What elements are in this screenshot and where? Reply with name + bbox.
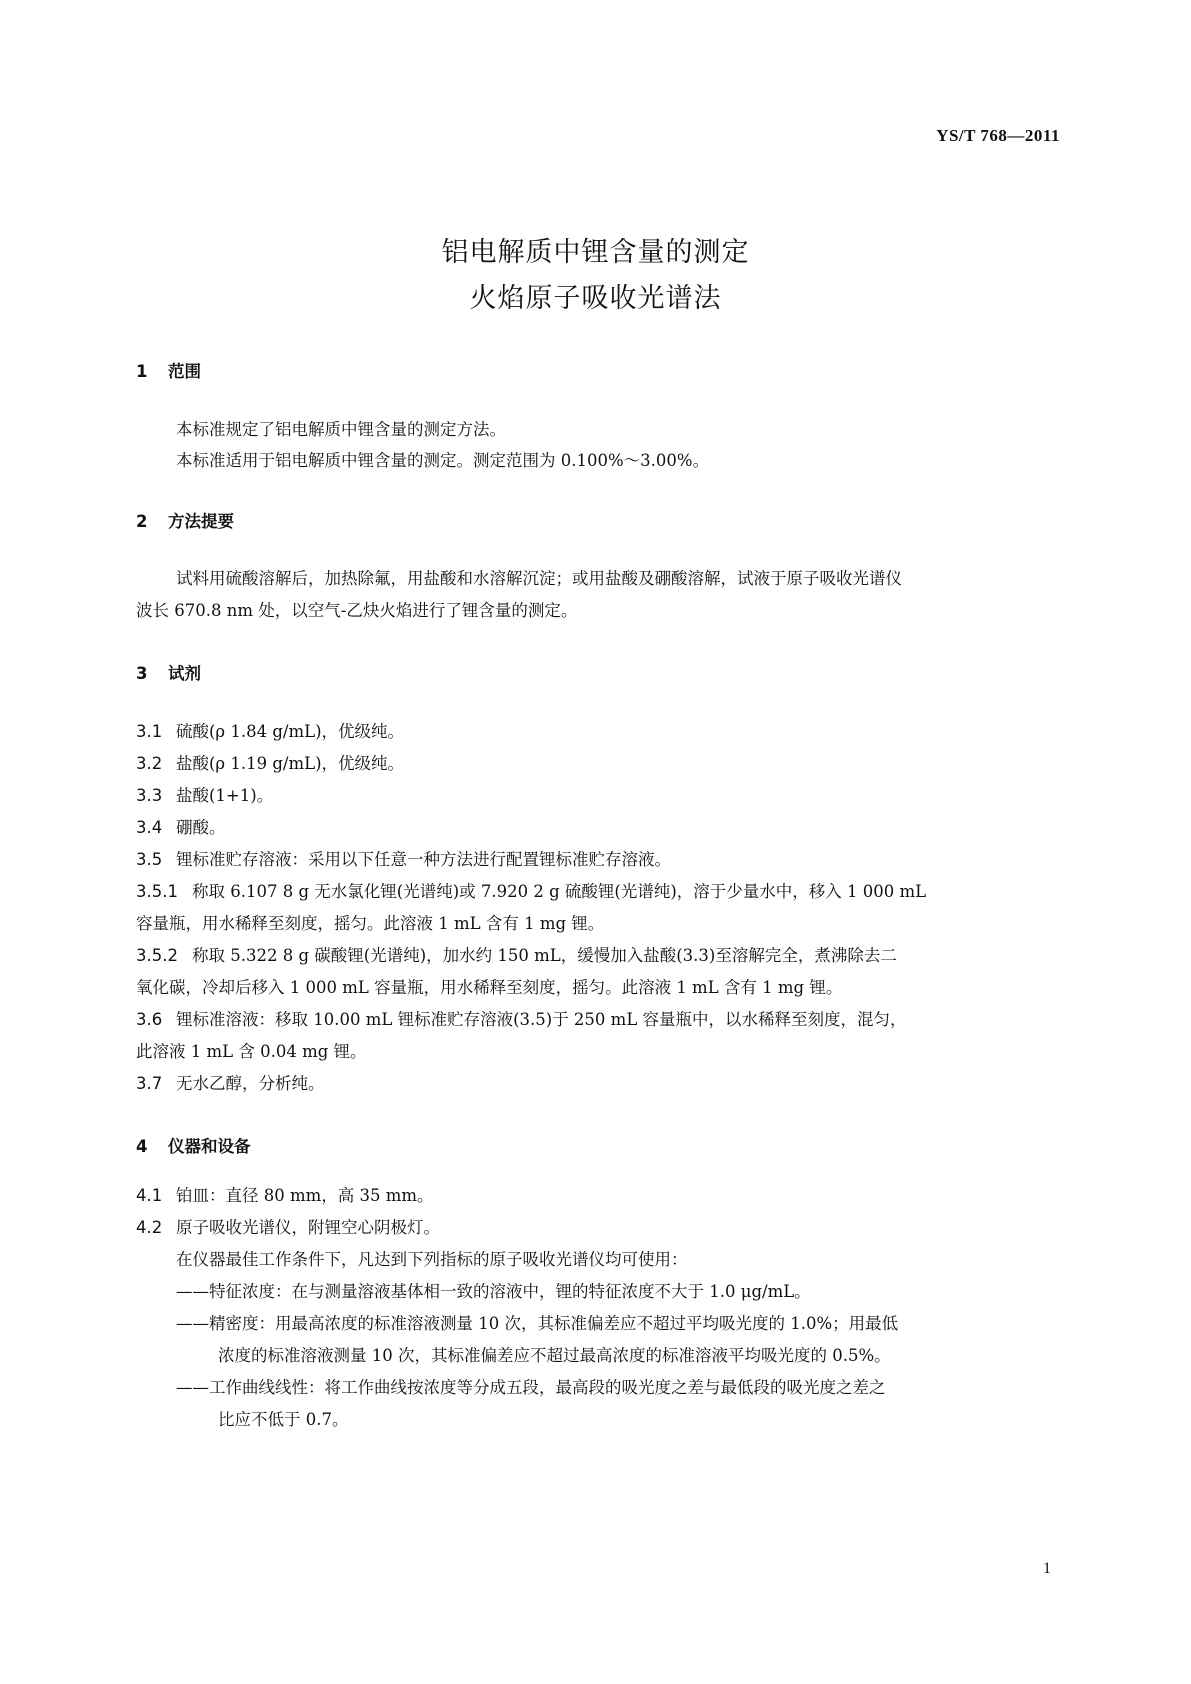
clause-number: 3.2 <box>136 754 163 773</box>
clause-text: 硫酸(ρ 1.84 g/mL)，优级纯。 <box>176 722 405 741</box>
section-4-heading <box>136 1133 251 1157</box>
list-item: ——精密度：用最高浓度的标准溶液测量 10 次，其标准偏差应不超过平均吸光度的 1.0%；用最低 <box>176 1314 899 1333</box>
clause-text: 锂标准溶液：移取 10.00 mL 锂标准贮存溶液(3.5)于 250 mL 容量瓶中，以水稀释至刻度，混匀， <box>176 1010 907 1029</box>
section-2-heading <box>136 508 234 532</box>
paragraph: 本标准规定了铝电解质中锂含量的测定方法。 <box>176 420 506 439</box>
clause-number: 4.2 <box>136 1218 163 1237</box>
clause-text: 原子吸收光谱仪，附锂空心阴极灯。 <box>176 1218 440 1237</box>
clause-number: 3.7 <box>136 1074 163 1093</box>
clause-3-2 <box>136 748 404 780</box>
list-item-continuation: 比应不低于 0.7。 <box>218 1410 349 1429</box>
clause-number: 3.5.2 <box>136 946 178 965</box>
clause-text: 称取 5.322 8 g 碳酸锂(光谱纯)，加水约 150 mL，缓慢加入盐酸(3.3)至溶解完全，煮沸除去二 <box>192 946 897 965</box>
clause-3-1 <box>136 716 404 748</box>
paragraph: 试料用硫酸溶解后，加热除氟，用盐酸和水溶解沉淀；或用盐酸及硼酸溶解，试液于原子吸收光谱仪 <box>176 569 902 588</box>
clause-number: 3.6 <box>136 1010 163 1029</box>
clause-number: 3.5.1 <box>136 882 178 901</box>
section-title: 范围 <box>168 362 201 381</box>
clause-text: 锂标准贮存溶液：采用以下任意一种方法进行配置锂标准贮存溶液。 <box>176 850 671 869</box>
clause-text: 称取 6.107 8 g 无水氯化锂(光谱纯)或 7.920 2 g 硫酸锂(光谱纯)，溶于少量水中，移入 1 000 mL <box>192 882 927 901</box>
clause-3-5-1 <box>136 876 926 908</box>
clause-3-5 <box>136 844 671 876</box>
clause-text: 硼酸。 <box>176 818 226 837</box>
clause-number: 3.5 <box>136 850 163 869</box>
paragraph: 本标准适用于铝电解质中锂含量的测定。测定范围为 0.100%～3.00%。 <box>176 451 710 470</box>
list-item: ——特征浓度：在与测量溶液基体相一致的溶液中，锂的特征浓度不大于 1.0 μg/mL。 <box>176 1282 811 1301</box>
clause-number: 3.3 <box>136 786 163 805</box>
clause-text: 铂皿：直径 80 mm，高 35 mm。 <box>176 1186 434 1205</box>
clause-text: 无水乙醇，分析纯。 <box>176 1074 325 1093</box>
clause-text: 盐酸(1+1)。 <box>176 786 274 805</box>
section-number: 3 <box>136 664 148 683</box>
clause-3-4 <box>136 812 226 844</box>
paragraph: 在仪器最佳工作条件下，凡达到下列指标的原子吸收光谱仪均可使用： <box>176 1250 688 1269</box>
section-title: 方法提要 <box>168 512 234 531</box>
page-number: 1 <box>1043 1560 1051 1577</box>
clause-4-2 <box>136 1212 440 1244</box>
section-title: 试剂 <box>168 664 201 683</box>
paragraph: 波长 670.8 nm 处，以空气-乙炔火焰进行了锂含量的测定。 <box>136 601 578 620</box>
clause-3-5-2 <box>136 940 897 972</box>
list-item-continuation: 浓度的标准溶液测量 10 次，其标准偏差应不超过最高浓度的标准溶液平均吸光度的 0.5%。 <box>218 1346 891 1365</box>
section-number: 2 <box>136 512 148 531</box>
clause-continuation: 此溶液 1 mL 含 0.04 mg 锂。 <box>136 1042 367 1061</box>
section-number: 1 <box>136 362 148 381</box>
clause-continuation: 氧化碳，冷却后移入 1 000 mL 容量瓶，用水稀释至刻度，摇匀。此溶液 1 mL 含有 1 mg 锂。 <box>136 978 843 997</box>
section-3-heading <box>136 660 201 684</box>
document-title: 铝电解质中锂含量的测定 <box>441 237 750 268</box>
clause-3-3 <box>136 780 273 812</box>
clause-continuation: 容量瓶，用水稀释至刻度，摇匀。此溶液 1 mL 含有 1 mg 锂。 <box>136 914 605 933</box>
clause-3-7 <box>136 1068 325 1100</box>
clause-number: 3.4 <box>136 818 163 837</box>
clause-text: 盐酸(ρ 1.19 g/mL)，优级纯。 <box>176 754 405 773</box>
section-1-heading <box>136 358 201 382</box>
clause-number: 4.1 <box>136 1186 163 1205</box>
clause-3-6 <box>136 1004 907 1036</box>
clause-number: 3.1 <box>136 722 163 741</box>
list-item: ——工作曲线线性：将工作曲线按浓度等分成五段，最高段的吸光度之差与最低段的吸光度之差之 <box>176 1378 886 1397</box>
section-number: 4 <box>136 1137 148 1156</box>
document-subtitle: 火焰原子吸收光谱法 <box>469 283 722 314</box>
clause-4-1 <box>136 1180 434 1212</box>
standard-code: YS/T 768—2011 <box>936 126 1060 145</box>
section-title: 仪器和设备 <box>168 1137 251 1156</box>
